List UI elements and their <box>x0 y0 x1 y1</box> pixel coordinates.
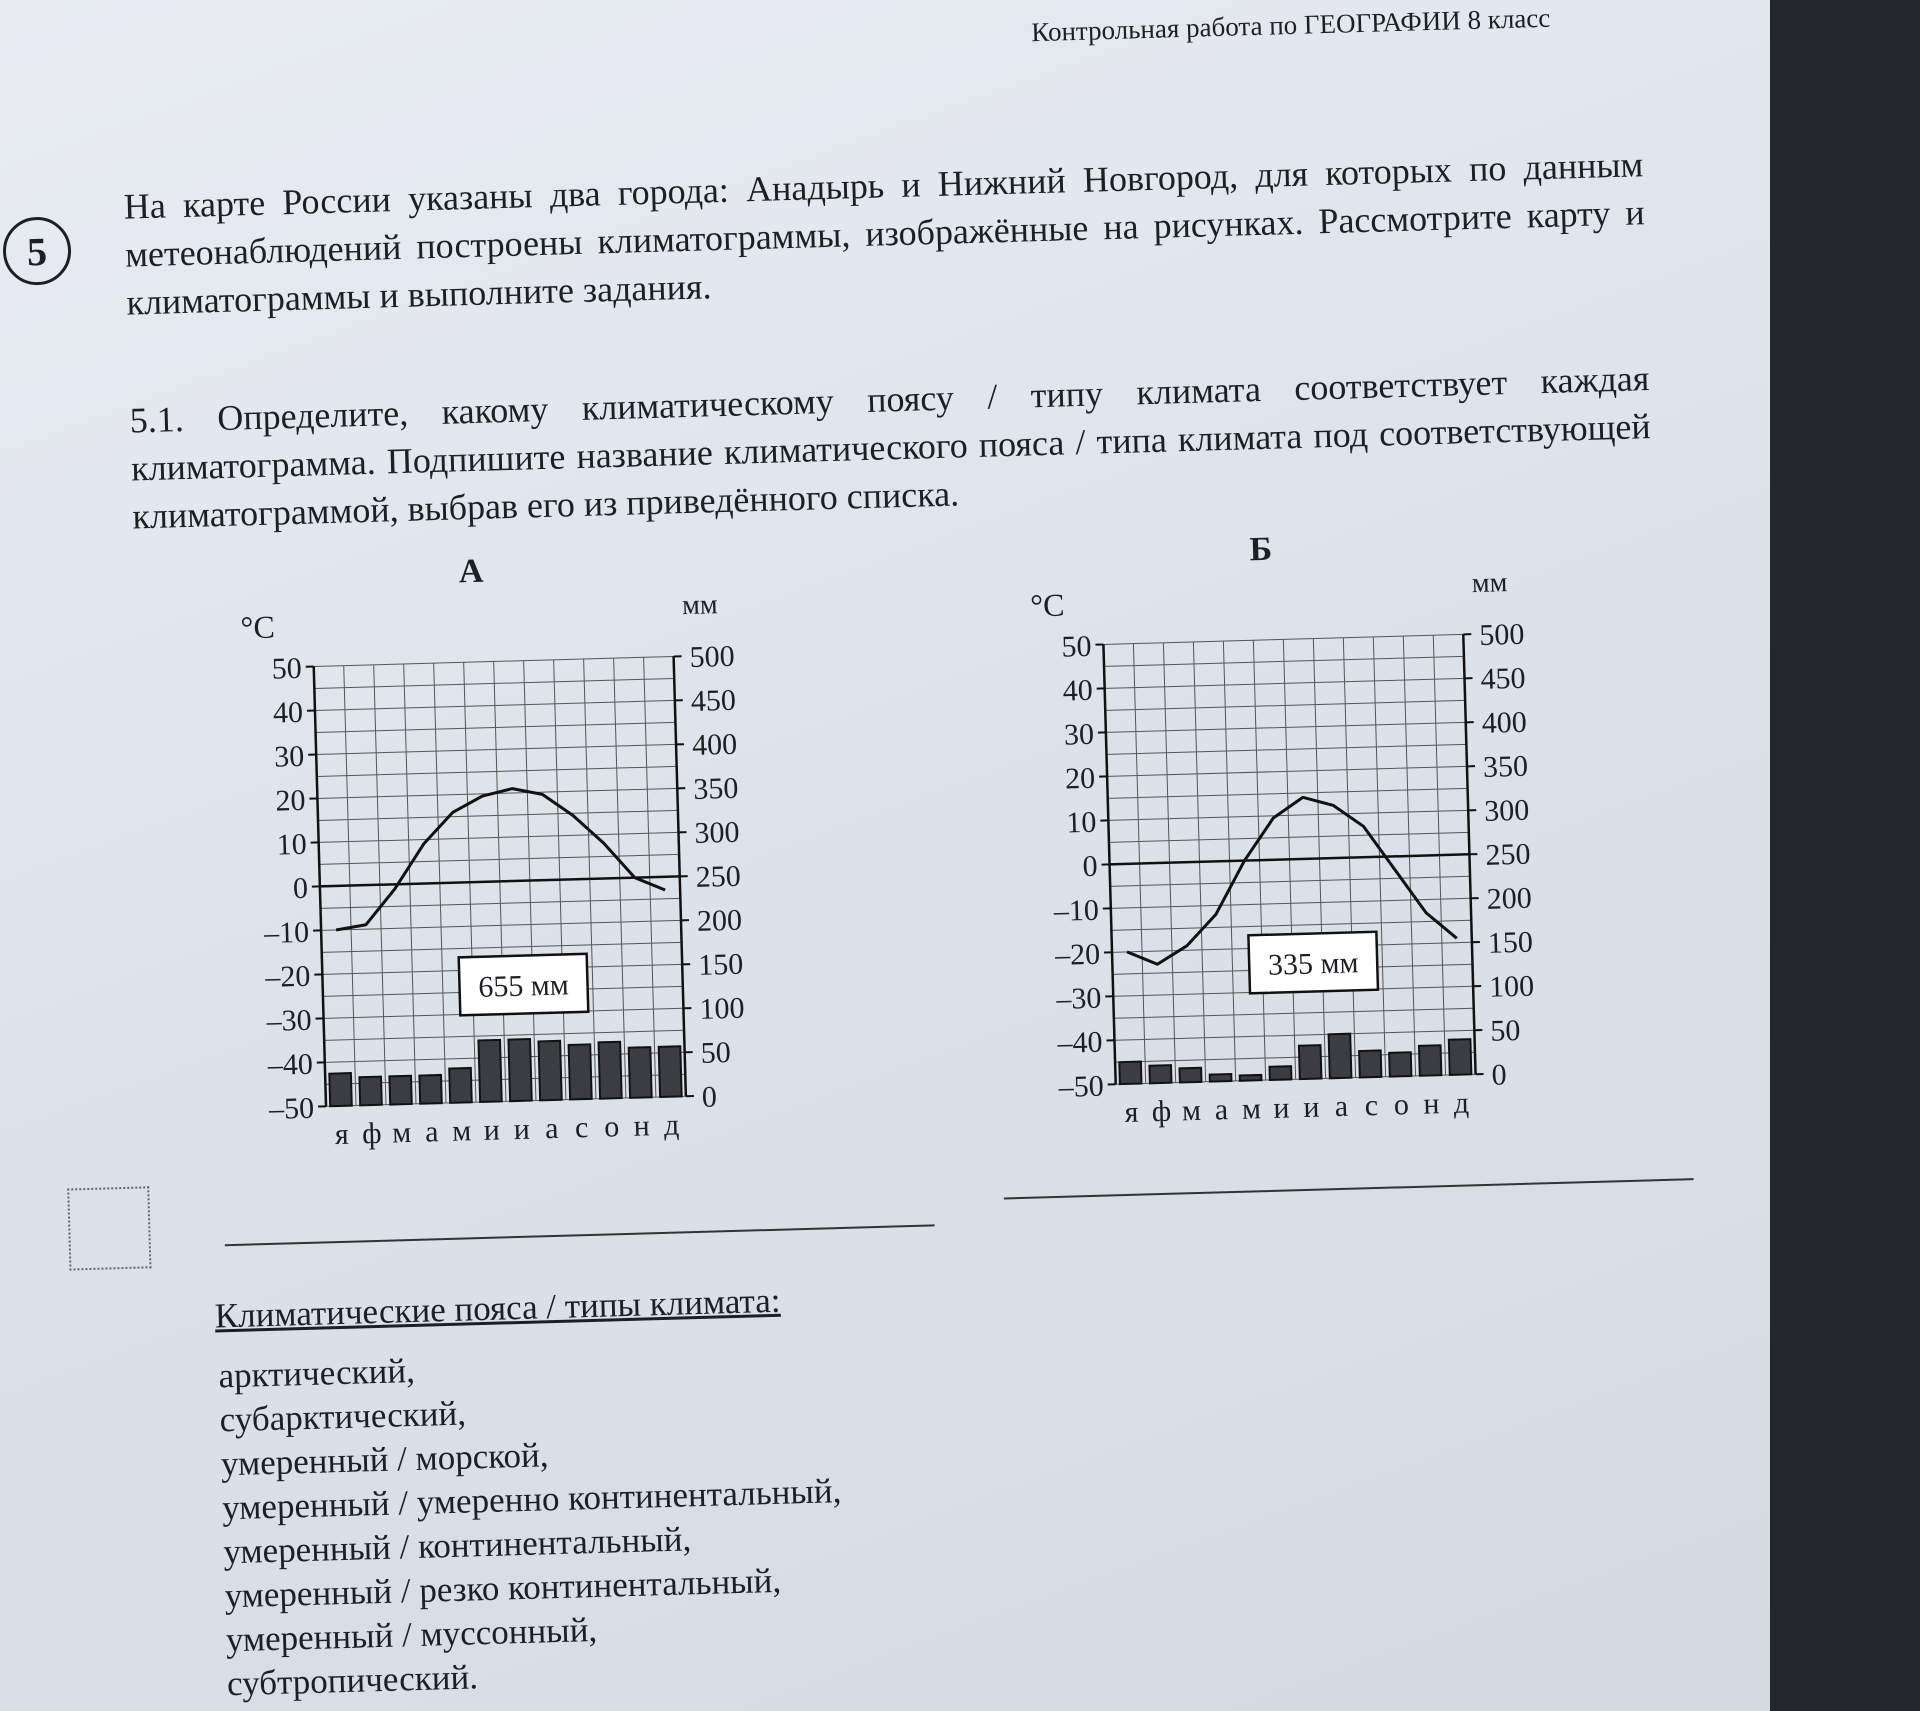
precipitation-tick-label: 350 <box>692 771 739 806</box>
temperature-axis-label: °C <box>240 608 276 646</box>
month-label: м <box>1241 1092 1262 1126</box>
temperature-tick-label: –10 <box>263 915 310 950</box>
precipitation-bar <box>1449 1039 1472 1075</box>
page-header: Контрольная работа по ГЕОГРАФИИ 8 класс <box>1030 2 1551 48</box>
subtask-text: 5.1. Определите, какому климатическому поясу / типу климата соответствует каждая климатограмма. Подпишите название климатического пояса / типа климата под соответствующей климатограммой, выбрав его из приведённого списка. <box>129 358 1652 537</box>
precipitation-bar <box>1210 1074 1232 1082</box>
precipitation-tick-label: 500 <box>689 639 736 674</box>
precipitation-bar <box>1149 1065 1171 1083</box>
precipitation-tick-label: 200 <box>1486 881 1533 916</box>
month-label: а <box>1214 1093 1229 1127</box>
precipitation-bar <box>1240 1075 1262 1081</box>
month-label: я <box>334 1117 350 1152</box>
temperature-tick-label: –50 <box>268 1091 315 1126</box>
climate-list-item: умеренный / морской, <box>220 1435 549 1484</box>
month-label: м <box>391 1115 412 1150</box>
temperature-tick-label: 10 <box>1065 805 1097 840</box>
precipitation-bar <box>478 1040 501 1102</box>
precipitation-bar <box>329 1073 352 1106</box>
precipitation-tick-label: 300 <box>1483 793 1530 828</box>
chart-title: Б <box>1249 530 1273 569</box>
precipitation-bar <box>389 1076 411 1105</box>
temperature-tick-label: 0 <box>292 871 309 906</box>
temperature-tick-label: –20 <box>1054 937 1101 972</box>
answer-line-a[interactable] <box>225 1224 935 1246</box>
temperature-tick-label: –50 <box>1058 1069 1105 1104</box>
month-label: о <box>603 1110 620 1144</box>
climatogram-b <box>1020 509 1677 1147</box>
climate-list-item: умеренный / умеренно континентальный, <box>221 1471 842 1528</box>
precipitation-bar <box>359 1077 381 1106</box>
month-label: с <box>574 1111 589 1145</box>
month-label: а <box>1334 1089 1349 1124</box>
temperature-tick-label: 20 <box>1064 761 1096 796</box>
climate-list-item: умеренный / континентальный, <box>222 1519 692 1572</box>
temperature-tick-label: –30 <box>1055 981 1102 1016</box>
month-label: м <box>451 1114 472 1148</box>
answer-line-b[interactable] <box>1004 1178 1694 1199</box>
climate-list-item: субтропический. <box>226 1657 479 1704</box>
climate-list <box>218 1337 847 1706</box>
precipitation-tick-label: 150 <box>1487 925 1534 960</box>
temperature-tick-label: –20 <box>264 959 311 994</box>
precipitation-bar <box>1419 1045 1441 1076</box>
precipitation-bar <box>449 1068 472 1103</box>
month-label: д <box>1453 1086 1470 1120</box>
month-label: м <box>1181 1093 1202 1128</box>
temperature-tick-label: 0 <box>1082 849 1099 884</box>
temperature-tick-label: 10 <box>276 827 308 862</box>
precipitation-bar <box>419 1075 441 1104</box>
month-label: ф <box>1151 1094 1172 1129</box>
climate-list-item: субарктический, <box>219 1393 467 1440</box>
month-label: д <box>663 1108 680 1142</box>
precipitation-tick-label: 50 <box>1489 1013 1521 1048</box>
task-intro: На карте России указаны два города: Анадырь и Нижний Новгород, для которых по данным метеонаблюдений построены климатограммы, изображённые на рисунках. Рассмотрите карту и климатограммы и выполните задания. <box>123 144 1646 323</box>
question-number: 5 <box>26 228 48 274</box>
annual-precipitation-label: 655 мм <box>477 968 570 1004</box>
precipitation-bar <box>1359 1050 1381 1077</box>
precipitation-tick-label: 50 <box>700 1036 732 1070</box>
climate-list-item: умеренный / резко континентальный, <box>224 1560 782 1616</box>
answer-score-box[interactable] <box>67 1186 151 1270</box>
precipitation-tick-label: 200 <box>696 903 743 938</box>
temperature-tick-label: 30 <box>273 739 305 774</box>
temperature-tick-label: 40 <box>1062 673 1094 708</box>
precipitation-bar <box>1179 1068 1201 1083</box>
precipitation-tick-label: 300 <box>694 815 740 850</box>
chart-title: А <box>458 552 484 591</box>
precipitation-tick-label: 0 <box>1491 1058 1508 1092</box>
climate-list-item: умеренный / муссонный, <box>225 1609 598 1660</box>
precipitation-bar <box>1329 1034 1352 1079</box>
month-label: а <box>544 1111 559 1146</box>
precipitation-bar <box>538 1041 561 1101</box>
temperature-tick-label: 50 <box>271 651 303 686</box>
temperature-tick-label: –30 <box>266 1003 313 1038</box>
month-label: и <box>1302 1090 1320 1125</box>
precipitation-bar <box>1269 1066 1291 1080</box>
precipitation-tick-label: 100 <box>698 991 745 1026</box>
month-label: н <box>1422 1087 1440 1121</box>
climate-list-item: арктический, <box>217 1350 416 1396</box>
precipitation-bar <box>569 1044 592 1099</box>
month-label: и <box>483 1113 501 1147</box>
climatogram-a <box>230 531 887 1169</box>
precipitation-tick-label: 450 <box>1480 661 1526 696</box>
month-label: н <box>633 1109 651 1143</box>
question-number-badge <box>2 216 72 286</box>
precipitation-bar <box>599 1042 622 1099</box>
temperature-tick-label: –40 <box>1057 1025 1103 1060</box>
temperature-tick-label: 20 <box>275 783 306 818</box>
temperature-tick-label: –10 <box>1053 893 1100 928</box>
precipitation-bar <box>1119 1062 1141 1085</box>
month-label: а <box>424 1115 439 1149</box>
precipitation-tick-label: 400 <box>1481 705 1528 740</box>
precipitation-tick-label: 450 <box>690 683 737 718</box>
precipitation-tick-label: 250 <box>1485 837 1531 872</box>
precipitation-axis-label: мм <box>681 589 719 622</box>
month-label: о <box>1393 1088 1410 1122</box>
precipitation-tick-label: 250 <box>695 859 742 894</box>
climate-list-title: Климатические пояса / типы климата: <box>214 1280 781 1336</box>
precipitation-tick-label: 0 <box>701 1080 718 1114</box>
precipitation-axis-label: мм <box>1471 567 1508 600</box>
temperature-tick-label: 30 <box>1063 717 1095 752</box>
month-label: и <box>513 1112 531 1147</box>
precipitation-tick-label: 500 <box>1478 617 1525 652</box>
precipitation-bar <box>1299 1045 1322 1079</box>
month-label: я <box>1124 1095 1139 1130</box>
precipitation-tick-label: 400 <box>691 727 738 762</box>
precipitation-bar <box>1389 1052 1411 1076</box>
precipitation-bar <box>629 1047 652 1098</box>
precipitation-bar <box>659 1046 682 1097</box>
temperature-axis-label: °C <box>1029 586 1065 624</box>
annual-precipitation-label: 335 мм <box>1267 946 1359 982</box>
precipitation-bar <box>508 1039 531 1101</box>
month-label: с <box>1364 1088 1379 1123</box>
temperature-tick-label: –40 <box>267 1047 314 1082</box>
temperature-tick-label: 40 <box>272 695 304 730</box>
temperature-tick-label: 50 <box>1061 629 1092 664</box>
precipitation-tick-label: 150 <box>697 947 744 982</box>
precipitation-tick-label: 100 <box>1488 969 1535 1004</box>
month-label: и <box>1272 1091 1290 1125</box>
month-label: ф <box>361 1116 382 1151</box>
precipitation-tick-label: 350 <box>1482 749 1529 784</box>
